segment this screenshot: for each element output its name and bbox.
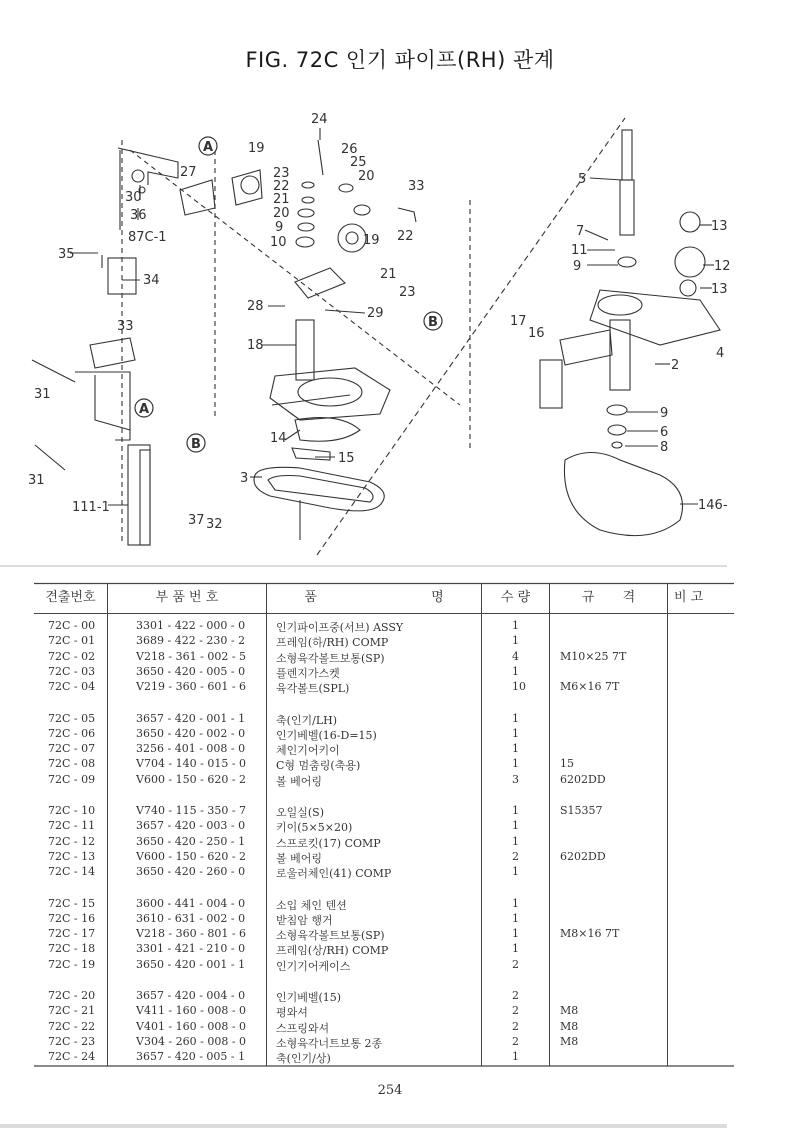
row-part-number: 3657 - 420 - 001 - 1 [136, 711, 246, 725]
row-part-name: 볼 베어링 [276, 851, 323, 865]
header-part-number: 부 품 번 호 [155, 590, 219, 605]
callout-label: 4 [716, 346, 725, 361]
callout-a-label: A [203, 140, 214, 155]
callout-label: 5 [578, 172, 587, 187]
row-item-code: 72C - 13 [48, 849, 96, 863]
callout-label: 31 [28, 473, 45, 488]
row-part-name: 받침암 행거 [276, 913, 333, 927]
header-part-name: 품 명 [304, 590, 444, 605]
callout-label: 111-1 [72, 500, 110, 515]
row-part-number: V401 - 160 - 008 - 0 [136, 1019, 247, 1033]
row-spec: 6202DD [560, 772, 606, 786]
row-item-code: 72C - 17 [48, 927, 96, 941]
row-quantity: 1 [512, 896, 519, 910]
row-part-number: V304 - 260 - 008 - 0 [136, 1034, 247, 1048]
row-part-name: 볼 베어링 [276, 774, 323, 788]
header-item-code: 견출번호 [45, 590, 96, 605]
callout-label: 17 [510, 314, 527, 329]
row-spec: 6202DD [560, 849, 606, 863]
row-part-number: V704 - 140 - 015 - 0 [136, 757, 247, 771]
callout-label: 33 [408, 179, 425, 194]
row-spec: M8 [560, 1034, 579, 1048]
row-spec: M8 [560, 1019, 579, 1033]
scan-artifact [0, 1124, 727, 1128]
callout-label: 2 [671, 358, 680, 373]
row-part-name: 플렌지가스켓 [276, 666, 340, 680]
row-part-number: 3657 - 420 - 003 - 0 [136, 819, 246, 833]
row-item-code: 72C - 00 [48, 619, 96, 632]
scan-artifact [0, 565, 727, 567]
row-part-name: 소입 체인 텐션 [276, 898, 347, 912]
callout-label: 24 [311, 112, 328, 127]
callout-label: 32 [206, 517, 223, 532]
row-part-name: 키이(5×5×20) [276, 821, 353, 835]
callout-label: 20 [358, 169, 375, 184]
exploded-parts-diagram [0, 0, 731, 580]
row-item-code: 72C - 14 [48, 865, 96, 879]
row-part-name: 인기파이프중(서브) ASSY [276, 621, 404, 634]
row-part-number: 3689 - 422 - 230 - 2 [136, 634, 246, 648]
callout-label: 35 [58, 247, 75, 262]
callout-label: 21 [273, 192, 290, 207]
row-part-name: 축(인기/LH) [276, 713, 338, 727]
row-item-code: 72C - 12 [48, 834, 96, 848]
row-part-number: 3256 - 401 - 008 - 0 [136, 742, 246, 756]
row-quantity: 3 [512, 772, 519, 786]
row-quantity: 1 [512, 711, 519, 725]
callout-label: 18 [247, 338, 264, 353]
row-quantity: 1 [512, 911, 519, 925]
row-part-number: 3610 - 631 - 002 - 0 [136, 911, 246, 925]
row-part-number: 3301 - 422 - 000 - 0 [136, 619, 246, 632]
callout-label: 23 [399, 285, 416, 300]
row-part-name: 육각볼트(SPL) [276, 682, 350, 696]
row-quantity: 1 [512, 742, 519, 756]
row-item-code: 72C - 03 [48, 664, 96, 678]
row-quantity: 1 [512, 865, 519, 879]
callout-label: 13 [711, 282, 728, 297]
row-part-name: 스프링와셔 [276, 1021, 330, 1035]
row-quantity: 1 [512, 664, 519, 678]
row-part-number: 3650 - 420 - 002 - 0 [136, 726, 246, 740]
callout-label: 8 [660, 440, 669, 455]
row-quantity: 2 [512, 849, 519, 863]
row-part-number: V600 - 150 - 620 - 2 [136, 772, 247, 786]
row-item-code: 72C - 24 [48, 1050, 96, 1064]
row-part-number: 3600 - 441 - 004 - 0 [136, 896, 246, 910]
row-item-code: 72C - 21 [48, 1004, 96, 1018]
row-item-code: 72C - 01 [48, 634, 96, 648]
row-quantity: 1 [512, 927, 519, 941]
row-part-name: C형 멈춤링(축용) [276, 759, 361, 773]
callout-label: 26 [341, 142, 358, 157]
callout-label: 7 [576, 224, 585, 239]
row-item-code: 72C - 15 [48, 896, 96, 910]
callout-label: 13 [711, 219, 728, 234]
row-part-name: 프레임(상/RH) COMP [276, 944, 389, 958]
row-part-number: V218 - 361 - 002 - 5 [136, 649, 247, 663]
row-quantity: 1 [512, 1050, 519, 1064]
row-part-name: 인기베벨(15) [276, 991, 342, 1004]
row-item-code: 72C - 20 [48, 989, 96, 1002]
callout-label: 15 [338, 451, 355, 466]
row-item-code: 72C - 11 [48, 819, 96, 833]
row-quantity: 2 [512, 989, 519, 1002]
row-spec: M6×16 7T [560, 680, 620, 694]
row-quantity: 2 [512, 1034, 519, 1048]
callout-label: 16 [528, 326, 545, 341]
row-item-code: 72C - 08 [48, 757, 96, 771]
row-quantity: 2 [512, 957, 519, 971]
row-item-code: 72C - 07 [48, 742, 96, 756]
row-part-name: 소형육각볼트보통(SP) [276, 651, 385, 665]
callout-label: 11 [571, 243, 588, 258]
row-part-number: 3650 - 420 - 260 - 0 [136, 865, 246, 879]
row-item-code: 72C - 18 [48, 942, 96, 956]
row-quantity: 1 [512, 757, 519, 771]
callout-label: 20 [273, 206, 290, 221]
row-part-name: 인기베벨(16-D=15) [276, 728, 377, 742]
callout-label: 28 [247, 299, 264, 314]
row-part-number: V411 - 160 - 008 - 0 [136, 1004, 247, 1018]
row-item-code: 72C - 23 [48, 1034, 96, 1048]
row-quantity: 4 [512, 649, 519, 663]
header-spec: 규 격 [581, 590, 636, 605]
callout-label: 14 [270, 431, 287, 446]
row-quantity: 1 [512, 619, 519, 632]
row-part-name: 인기기어케이스 [276, 959, 351, 973]
row-part-number: 3301 - 421 - 210 - 0 [136, 942, 246, 956]
row-part-name: 소형육각볼트보통(SP) [276, 929, 385, 943]
row-part-number: 3657 - 420 - 005 - 1 [136, 1050, 246, 1064]
callout-label: 3 [240, 471, 249, 486]
row-item-code: 72C - 16 [48, 911, 96, 925]
header-quantity: 수 량 [500, 590, 531, 605]
callout-label: 36 [130, 208, 147, 223]
row-part-name: 체인기어키이 [276, 744, 340, 758]
row-quantity: 1 [512, 634, 519, 648]
callout-label: 10 [270, 235, 287, 250]
row-part-name: 프레임(하/RH) COMP [276, 636, 389, 650]
row-part-number: V600 - 150 - 620 - 2 [136, 849, 247, 863]
figure-title: FIG. 72C 인기 파이프(RH) 관계 [245, 48, 555, 72]
row-item-code: 72C - 19 [48, 957, 96, 971]
row-item-code: 72C - 09 [48, 772, 96, 786]
callout-b-label: B [191, 437, 201, 452]
row-part-number: 3657 - 420 - 004 - 0 [136, 989, 246, 1002]
callout-label: 9 [573, 259, 582, 274]
callout-label: 146- [698, 498, 728, 513]
header-remarks: 비 고 [674, 590, 704, 605]
row-part-name: 소형육각너트보통 2종 [276, 1036, 383, 1050]
row-quantity: 2 [512, 1019, 519, 1033]
row-item-code: 72C - 06 [48, 726, 96, 740]
row-item-code: 72C - 10 [48, 804, 96, 817]
callout-label: 12 [714, 259, 731, 274]
callout-label: 9 [275, 220, 284, 235]
row-spec: M8×16 7T [560, 927, 620, 941]
row-part-name: 로울러체인(41) COMP [276, 867, 392, 881]
callout-a-label: A [139, 402, 150, 417]
callout-label: 33 [117, 319, 134, 334]
callout-label: 87C-1 [128, 230, 167, 245]
callout-label: 6 [660, 425, 669, 440]
row-quantity: 10 [512, 680, 526, 694]
row-part-number: V218 - 360 - 801 - 6 [136, 927, 247, 941]
row-item-code: 72C - 05 [48, 711, 96, 725]
row-quantity: 1 [512, 942, 519, 956]
callout-b-label: B [428, 315, 438, 330]
row-part-name: 축(인기/상) [276, 1052, 331, 1066]
row-item-code: 72C - 22 [48, 1019, 96, 1033]
row-spec: 15 [560, 757, 574, 771]
row-part-number: 3650 - 420 - 250 - 1 [136, 834, 246, 848]
row-spec: M8 [560, 1004, 579, 1018]
row-item-code: 72C - 04 [48, 680, 96, 694]
callout-label: 34 [143, 273, 160, 288]
row-quantity: 1 [512, 819, 519, 833]
row-quantity: 1 [512, 834, 519, 848]
callout-label: 25 [350, 155, 367, 170]
callout-label: 37 [188, 513, 205, 528]
row-item-code: 72C - 02 [48, 649, 96, 663]
callout-label: 31 [34, 387, 51, 402]
row-quantity: 1 [512, 726, 519, 740]
callout-label: 19 [248, 141, 265, 156]
callout-label: 22 [273, 179, 290, 194]
row-part-number: V219 - 360 - 601 - 6 [136, 680, 247, 694]
row-part-number: V740 - 115 - 350 - 7 [136, 804, 247, 817]
row-part-number: 3650 - 420 - 005 - 0 [136, 664, 246, 678]
callout-label: 9 [660, 406, 669, 421]
row-part-name: 평와셔 [276, 1006, 308, 1020]
callout-label: 21 [380, 267, 397, 282]
row-part-name: 오일실(S) [276, 806, 324, 819]
callout-label: 23 [273, 166, 290, 181]
callout-label: 30 [125, 190, 142, 205]
row-quantity: 1 [512, 804, 519, 817]
row-part-name: 스프로킷(17) COMP [276, 836, 381, 850]
row-quantity: 2 [512, 1004, 519, 1018]
callout-label: 27 [180, 165, 197, 180]
callout-label: 19 [363, 233, 380, 248]
row-spec: M10×25 7T [560, 649, 627, 663]
callout-label: 22 [397, 229, 414, 244]
callout-label: 29 [367, 306, 384, 321]
page-number: 254 [377, 1083, 403, 1098]
row-part-number: 3650 - 420 - 001 - 1 [136, 957, 246, 971]
row-spec: S15357 [560, 804, 603, 817]
